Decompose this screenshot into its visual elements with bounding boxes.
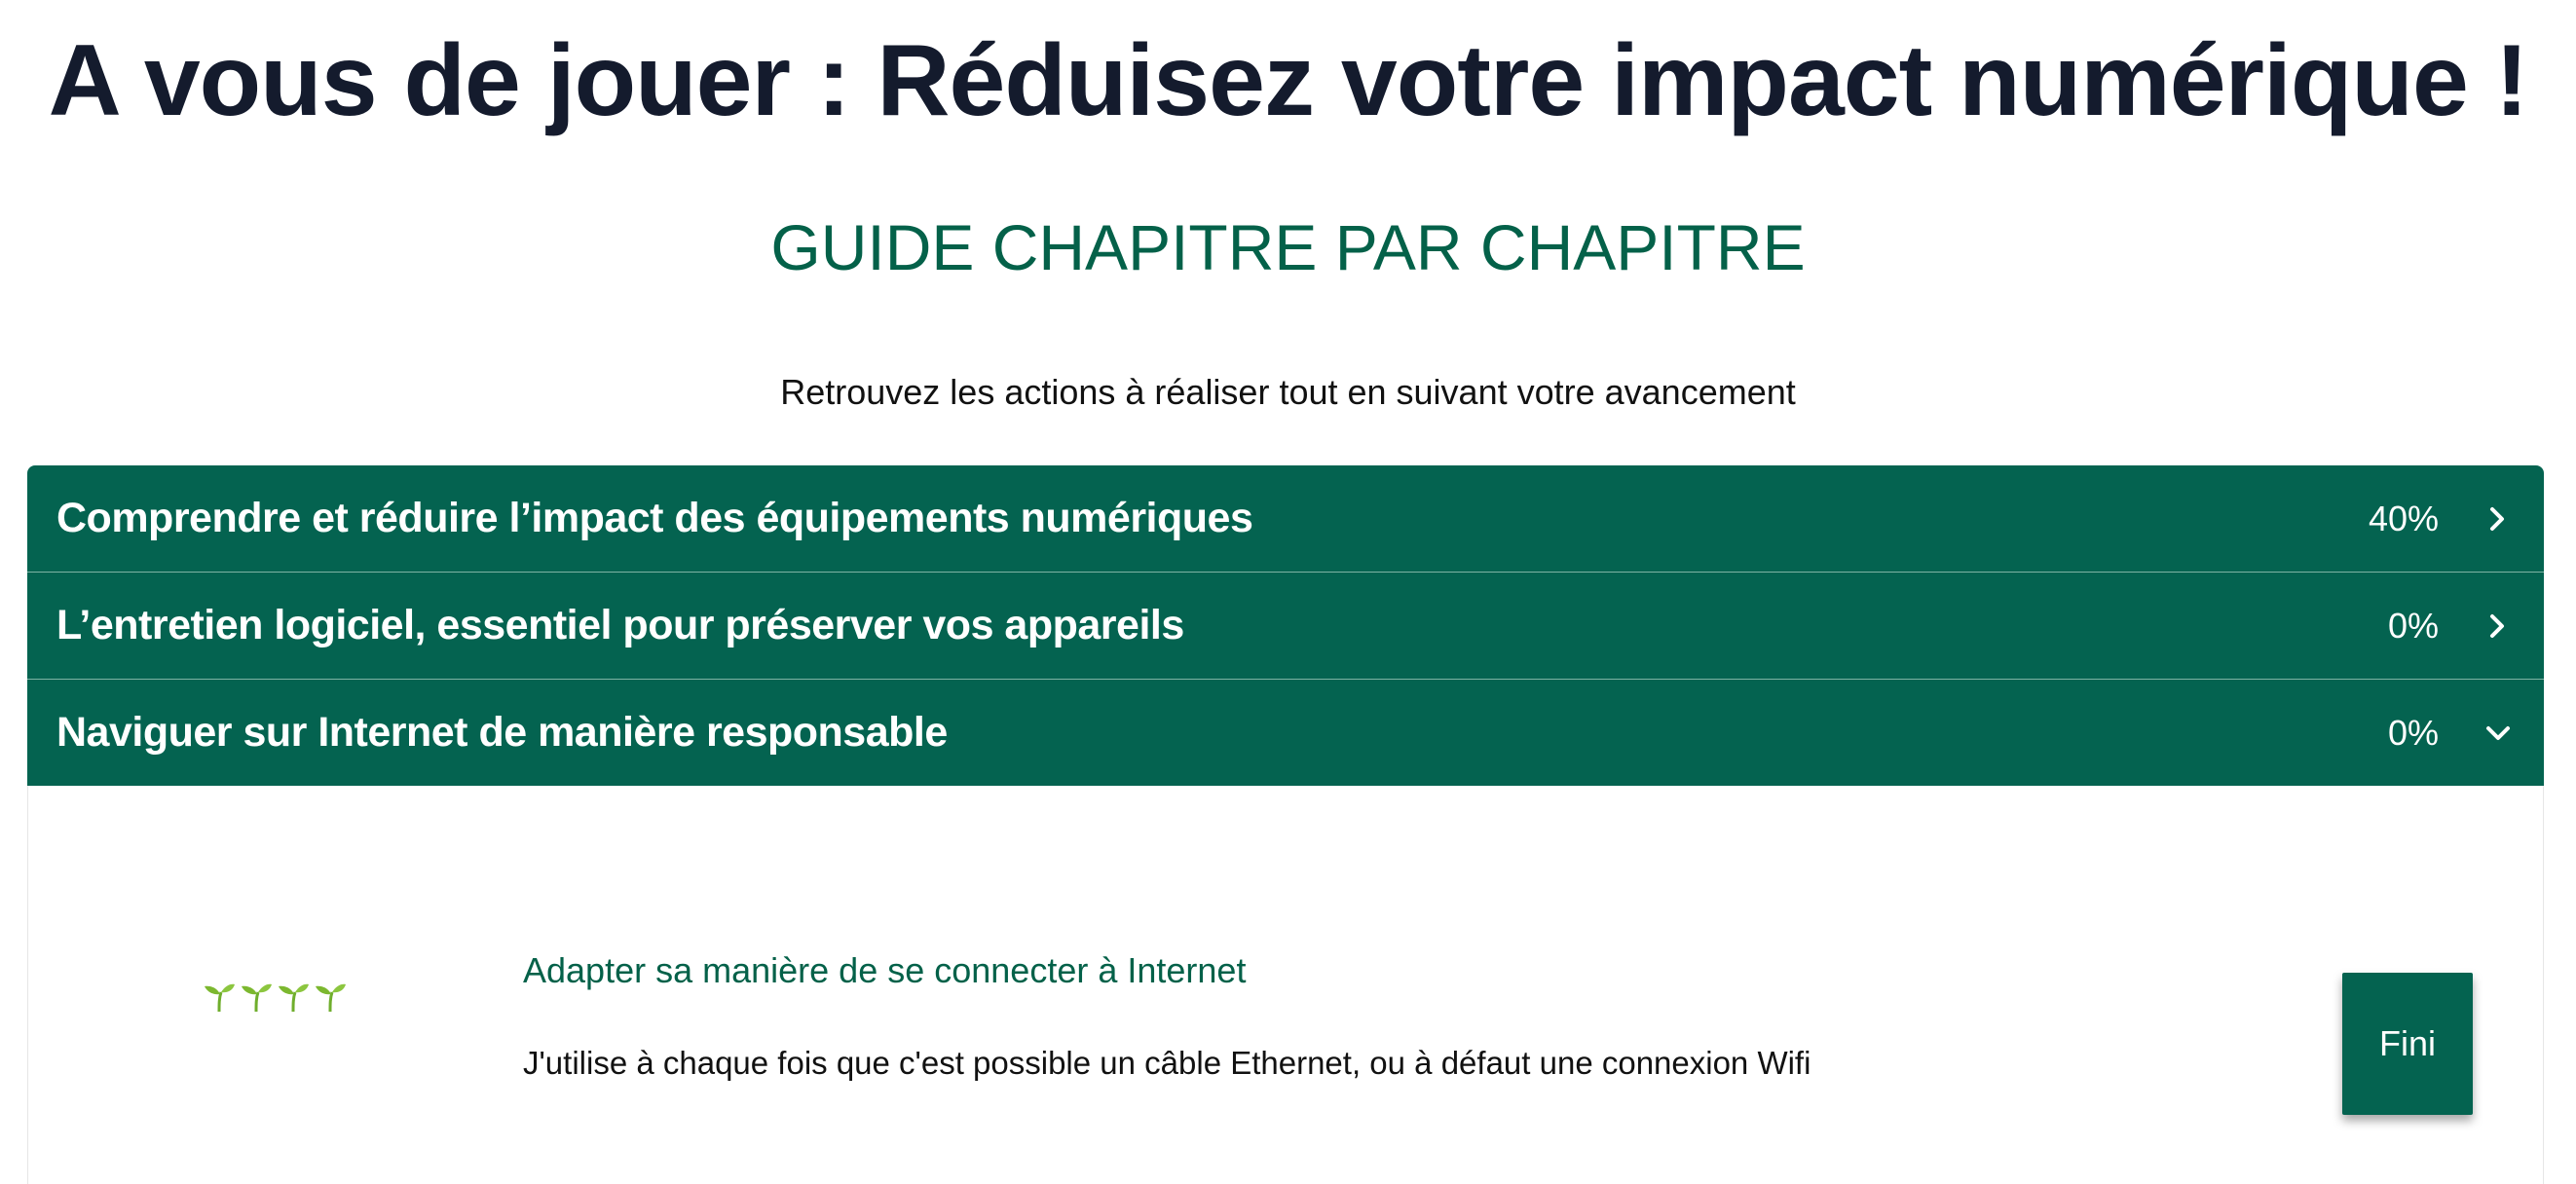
chevron-right-icon[interactable] [2482,502,2515,536]
chevron-down-icon[interactable] [2482,717,2515,750]
intro-text: Retrouvez les actions à réaliser tout en suivant votre avancement [780,372,1796,412]
chapter-progress: 40% [2368,498,2439,538]
page-title: A vous de jouer : Réduisez votre impact numérique ! [48,24,2528,137]
difficulty-rating [202,980,348,1014]
chapter-accordion [27,465,2544,1184]
chapter-title: Naviguer sur Internet de manière responsable [56,709,948,756]
action-description: J'utilise à chaque fois que c'est possible un câble Ethernet, ou à défaut une connexion Wifi [523,1045,1811,1081]
chapter-header-naviguer-internet[interactable] [27,680,2544,786]
sprout-icon [202,980,237,1014]
chapter-header-equipements[interactable] [27,465,2544,572]
chapter-title: Comprendre et réduire l’impact des équipements numériques [56,495,1253,541]
sprout-icon [276,980,311,1014]
sprout-icon [239,980,274,1014]
chapter-title: L’entretien logiciel, essentiel pour préserver vos appareils [56,602,1184,648]
chapter-progress: 0% [2387,605,2439,646]
done-button[interactable]: Fini [2342,973,2473,1115]
sprout-icon [313,980,348,1014]
action-title: Adapter sa manière de se connecter à Internet [523,950,1247,990]
chapter-header-entretien-logiciel[interactable] [27,573,2544,679]
page-subtitle: GUIDE CHAPITRE PAR CHAPITRE [770,211,1806,283]
chapter-body [27,786,2544,1184]
chevron-right-icon[interactable] [2482,610,2515,643]
chapter-progress: 0% [2387,712,2439,753]
